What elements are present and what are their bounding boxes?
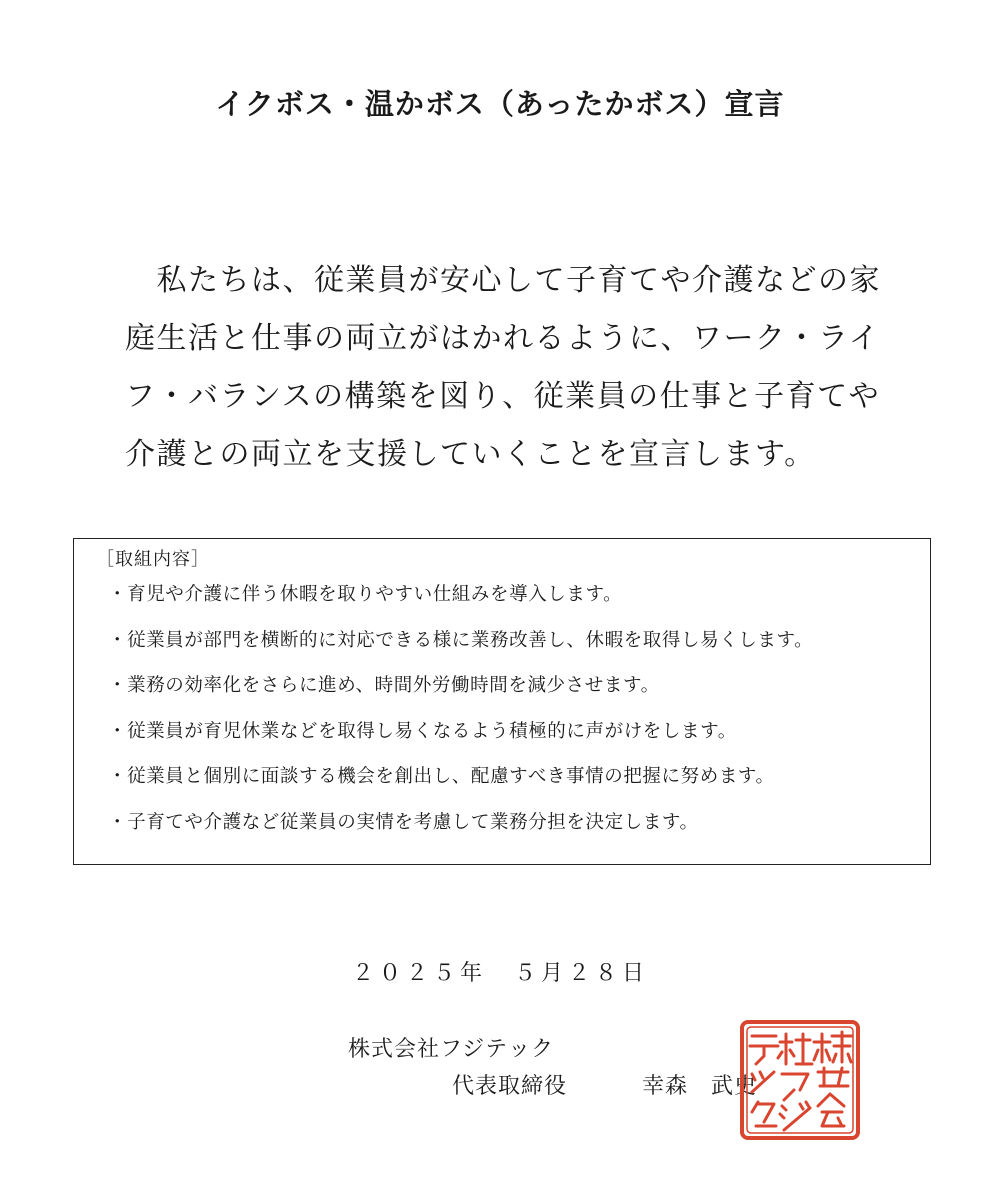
initiative-item: ・従業員が部門を横断的に対応できる様に業務改善し、休暇を取得し易くします。 — [108, 629, 814, 651]
document-title: イクボス・温かボス（あったかボス）宣言 — [215, 87, 785, 121]
company-seal-icon — [738, 1018, 862, 1142]
declaration-line: 介護との両立を支援していくことを宣言します。 — [125, 437, 816, 472]
declaration-date: ２０２５年 ５月２８日 — [352, 961, 650, 986]
company-name: 株式会社フジテック — [348, 1037, 555, 1062]
declaration-line: 私たちは、従業員が安心して子育てや介護などの家 — [125, 263, 881, 298]
initiative-item: ・育児や介護に伴う休暇を取りやすい仕組みを導入します。 — [108, 584, 623, 605]
initiatives-list — [108, 583, 813, 856]
declaration-line: フ・バランスの構築を図り、従業員の仕事と子育てや — [125, 379, 881, 414]
initiatives-box — [73, 538, 931, 865]
representative-name: 幸森 武史 — [642, 1074, 758, 1099]
initiative-item: ・業務の効率化をさらに進め、時間外労働時間を減少させます。 — [108, 675, 660, 696]
initiatives-heading: ［取組内容］ — [96, 549, 210, 570]
initiative-item: ・従業員と個別に面談する機会を創出し、配慮すべき事情の把握に努めます。 — [108, 766, 775, 787]
representative-position: 代表取締役 — [452, 1074, 568, 1099]
initiative-item: ・子育てや介護など従業員の実情を考慮して業務分担を決定します。 — [108, 811, 699, 833]
declaration-text — [125, 252, 885, 484]
initiative-item: ・従業員が育児休業などを取得し易くなるよう積極的に声がけをします。 — [108, 720, 737, 742]
declaration-line: 庭生活と仕事の両立がはかれるように、ワーク・ライ — [125, 321, 881, 356]
